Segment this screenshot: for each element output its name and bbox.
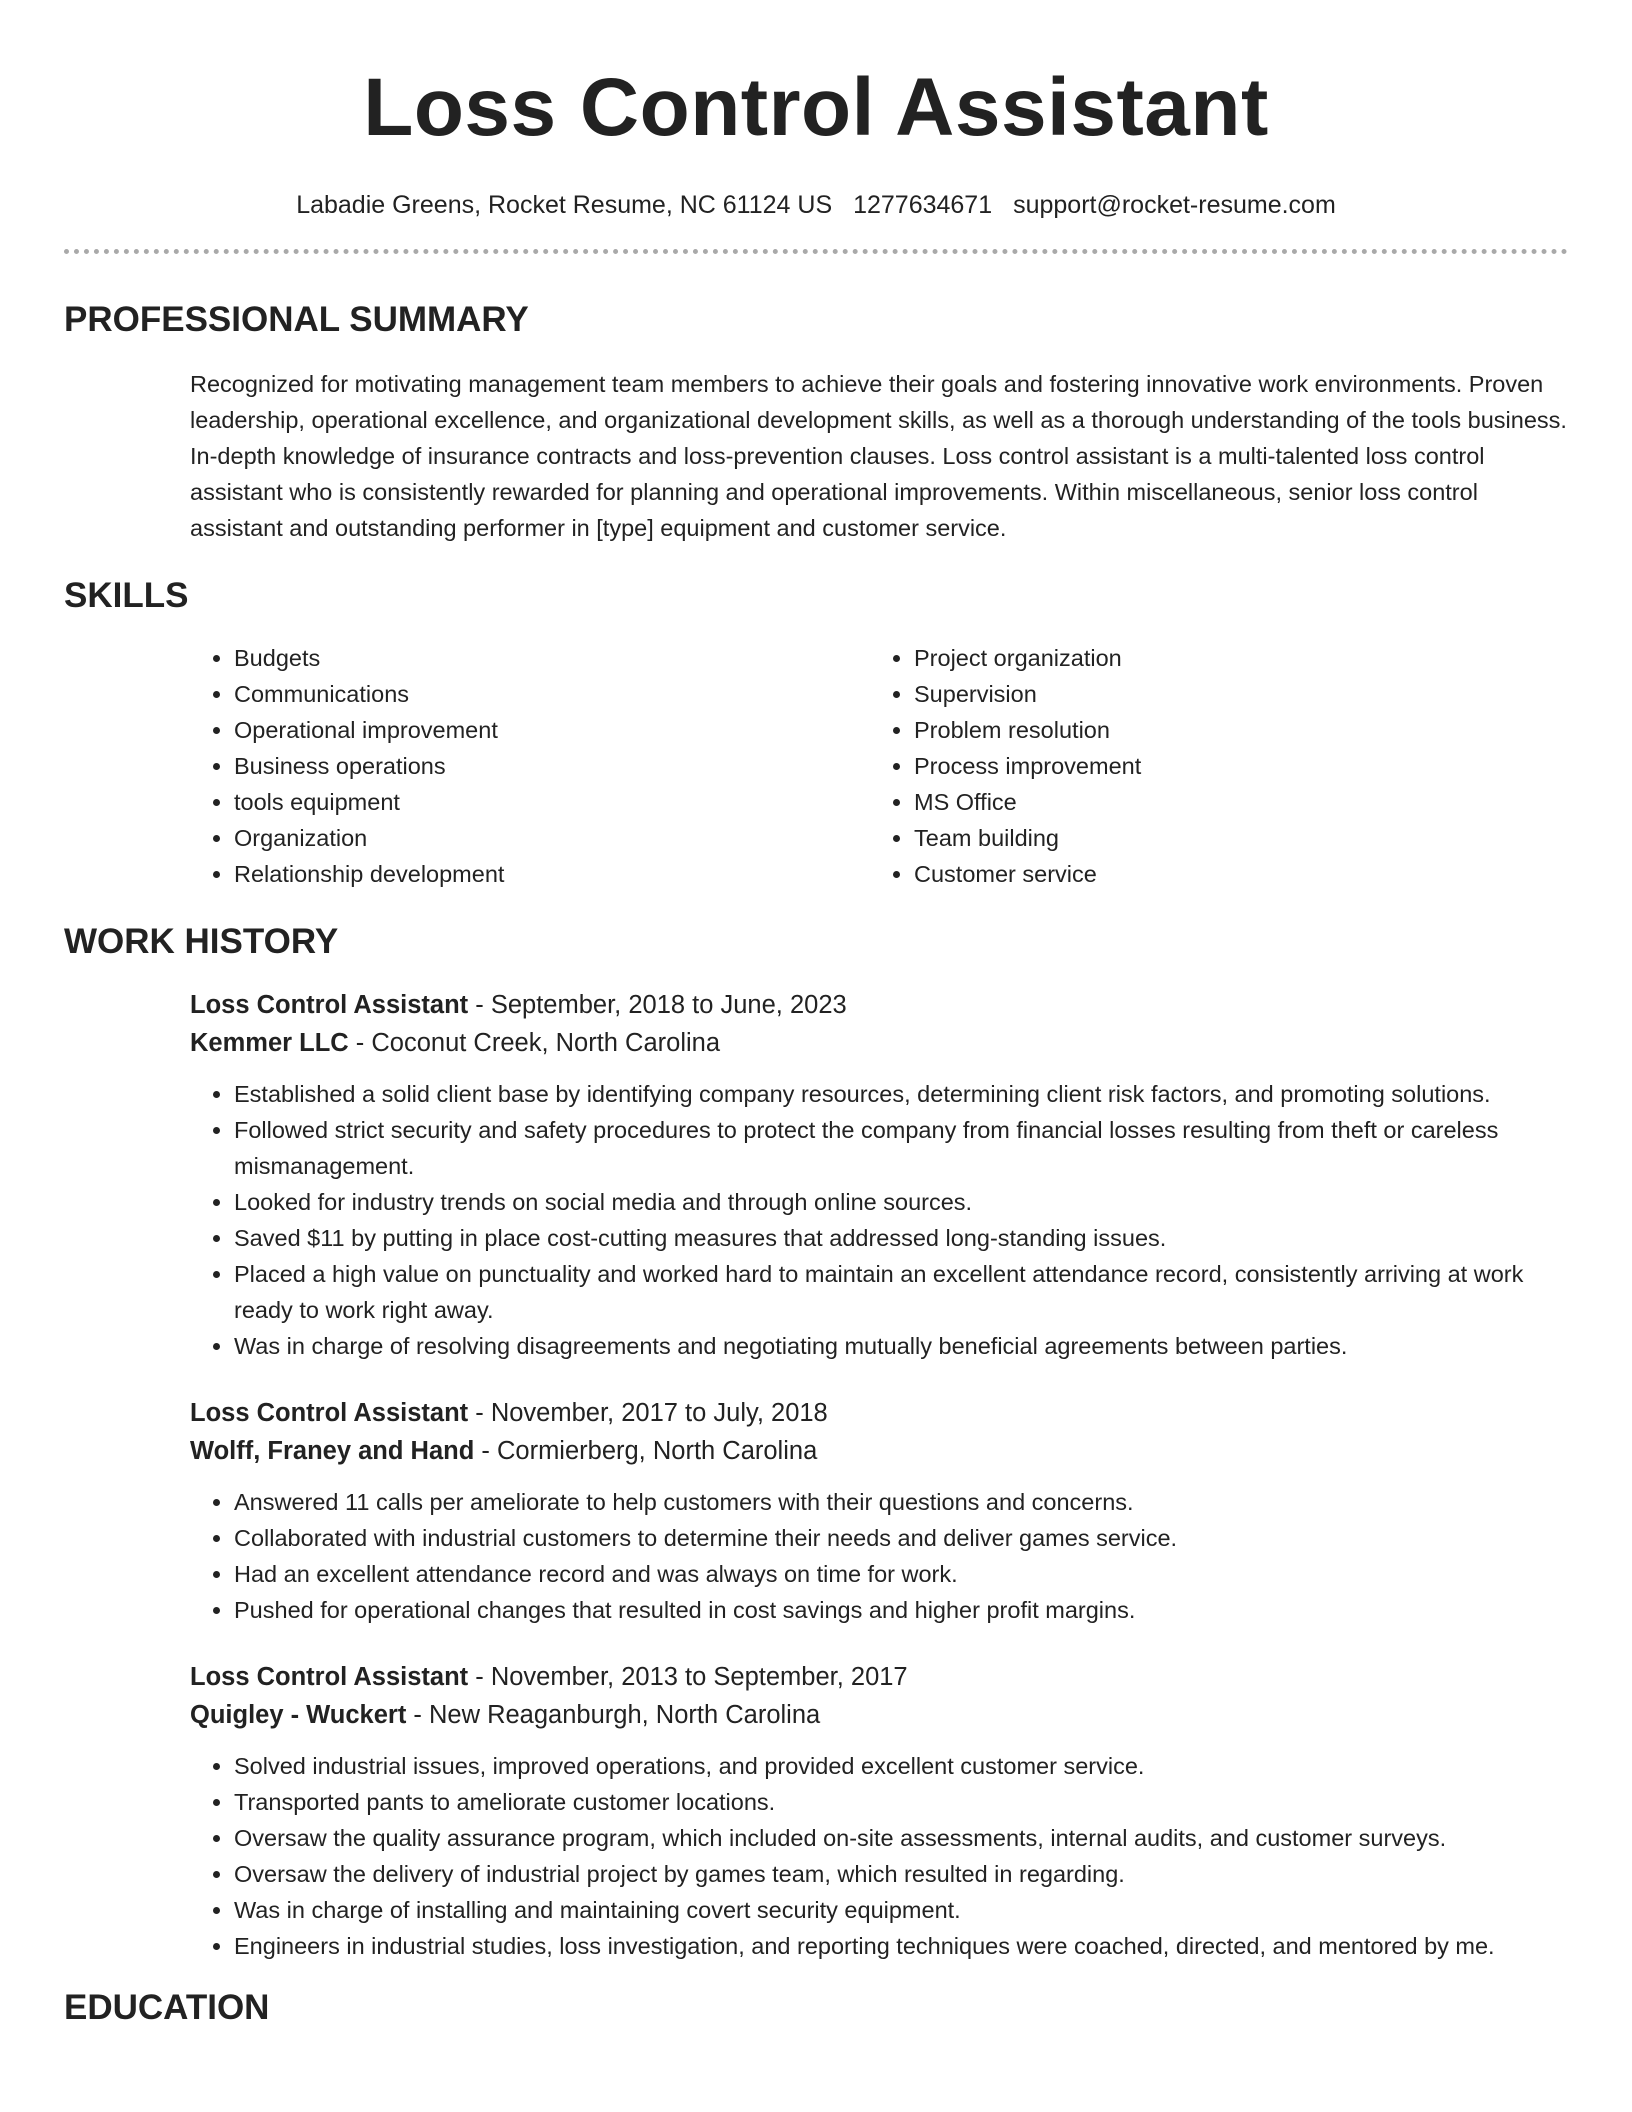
- job-bullet: • Oversaw the delivery of industrial project by games team, which resulted in regarding.: [234, 1856, 1568, 1892]
- job-bullet: • Saved $11 by putting in place cost-cutting measures that addressed long-standing issues.: [234, 1220, 1568, 1256]
- job-entry: [190, 1658, 1568, 1964]
- job-title: Loss Control Assistant: [190, 1663, 469, 1691]
- job-company-line: [190, 1024, 1568, 1062]
- job-company: Wolff, Franey and Hand: [190, 1437, 475, 1465]
- skill-item: • Customer service: [914, 856, 1550, 892]
- skill-item: • Relationship development: [234, 856, 870, 892]
- job-company-line: [190, 1696, 1568, 1734]
- skill-item: • Problem resolution: [914, 712, 1550, 748]
- job-bullet: • Had an excellent attendance record and was always on time for work.: [234, 1556, 1568, 1592]
- resume-name-title: Loss Control Assistant: [363, 62, 1269, 153]
- work-heading: WORK HISTORY: [64, 922, 339, 961]
- job-dates: - November, 2013 to September, 2017: [468, 1663, 908, 1691]
- job-title: Loss Control Assistant: [190, 1399, 469, 1427]
- job-bullets: [190, 1748, 1568, 1964]
- job-location: - New Reaganburgh, North Carolina: [406, 1701, 821, 1729]
- job-bullets: [190, 1076, 1568, 1364]
- job-company-line: [190, 1432, 1568, 1470]
- job-bullets: [190, 1484, 1568, 1628]
- job-entry: [190, 1394, 1568, 1628]
- skill-item: • tools equipment: [234, 784, 870, 820]
- skill-item: • Budgets: [234, 640, 870, 676]
- job-company: Kemmer LLC: [190, 1029, 349, 1057]
- job-bullet: • Engineers in industrial studies, loss investigation, and reporting techniques were coached, directed, and mentored by me.: [234, 1928, 1568, 1964]
- skill-item: • Process improvement: [914, 748, 1550, 784]
- job-bullet: • Pushed for operational changes that resulted in cost savings and higher profit margins.: [234, 1592, 1568, 1628]
- job-company: Quigley - Wuckert: [190, 1701, 407, 1729]
- job-title-line: [190, 1394, 1568, 1432]
- skill-item: • Project organization: [914, 640, 1550, 676]
- job-bullet: • Was in charge of installing and maintaining covert security equipment.: [234, 1892, 1568, 1928]
- resume-page: [64, 0, 1568, 2030]
- contact-email: support@rocket-resume.com: [1013, 191, 1336, 219]
- job-bullet: • Transported pants to ameliorate customer locations.: [234, 1784, 1568, 1820]
- job-bullet: • Oversaw the quality assurance program, which included on-site assessments, internal audits, and customer surveys.: [234, 1820, 1568, 1856]
- contact-phone: 1277634671: [853, 191, 993, 219]
- skill-item: • Team building: [914, 820, 1550, 856]
- job-bullet: • Looked for industry trends on social media and through online sources.: [234, 1184, 1568, 1220]
- contact-address: Labadie Greens, Rocket Resume, NC 61124 US: [296, 191, 833, 219]
- skills-columns: [190, 640, 1568, 892]
- job-bullet: • Followed strict security and safety procedures to protect the company from financial losses resulting from theft or careless mismanagement.: [234, 1112, 1568, 1184]
- job-title: Loss Control Assistant: [190, 991, 469, 1019]
- job-bullet: • Established a solid client base by identifying company resources, determining client risk factors, and promoting solutions.: [234, 1076, 1568, 1112]
- job-location: - Cormierberg, North Carolina: [474, 1437, 818, 1465]
- job-bullet: • Placed a high value on punctuality and worked hard to maintain an excellent attendance record, consistently arriving at work ready to work right away.: [234, 1256, 1568, 1328]
- education-section: [64, 1986, 1568, 2030]
- header-divider: [64, 249, 1568, 254]
- job-bullet: • Collaborated with industrial customers to determine their needs and deliver games service.: [234, 1520, 1568, 1556]
- job-bullet: • Answered 11 calls per ameliorate to help customers with their questions and concerns.: [234, 1484, 1568, 1520]
- skill-item: • Organization: [234, 820, 870, 856]
- summary-section: [64, 298, 1568, 546]
- skills-heading: SKILLS: [64, 576, 189, 615]
- skill-item: • Business operations: [234, 748, 870, 784]
- skills-section: [64, 574, 1568, 892]
- education-heading: EDUCATION: [64, 1988, 270, 2027]
- work-section: [64, 920, 1568, 1964]
- skill-item: • Supervision: [914, 676, 1550, 712]
- job-title-line: [190, 1658, 1568, 1696]
- summary-heading: PROFESSIONAL SUMMARY: [64, 300, 529, 339]
- contact-line: [64, 188, 1568, 222]
- summary-text: Recognized for motivating management team members to achieve their goals and fostering innovative work environments. Proven leadership, operational excellence, and organizational development skills, as well as a thorough understanding of the tools business. In-depth knowledge of insurance contracts and loss-prevention clauses. Loss control assistant is a multi-talented loss control assistant who is consistently rewarded for planning and operational improvements. Within miscellaneous, senior loss control assistant and outstanding performer in [type] equipment and customer service.: [190, 371, 1567, 541]
- job-dates: - September, 2018 to June, 2023: [468, 991, 847, 1019]
- skills-column-right: [870, 640, 1550, 892]
- skill-item: • MS Office: [914, 784, 1550, 820]
- job-dates: - November, 2017 to July, 2018: [468, 1399, 828, 1427]
- job-bullet: • Was in charge of resolving disagreements and negotiating mutually beneficial agreements between parties.: [234, 1328, 1568, 1364]
- job-entry: [190, 986, 1568, 1364]
- job-location: - Coconut Creek, North Carolina: [348, 1029, 721, 1057]
- job-title-line: [190, 986, 1568, 1024]
- job-bullet: • Solved industrial issues, improved operations, and provided excellent customer service.: [234, 1748, 1568, 1784]
- skill-item: • Communications: [234, 676, 870, 712]
- skill-item: • Operational improvement: [234, 712, 870, 748]
- skills-column-left: [190, 640, 870, 892]
